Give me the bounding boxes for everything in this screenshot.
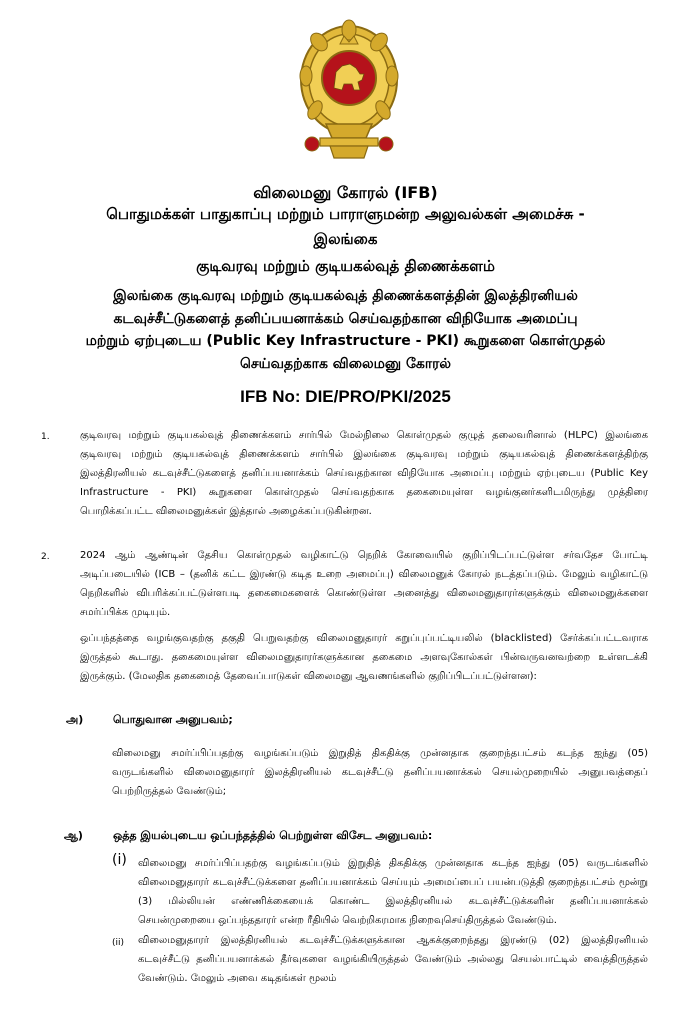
sri-lanka-state-emblem-icon — [290, 14, 408, 164]
subject-line-1: இலங்கை குடிவரவு மற்றும் குடியகல்வுத் திணைக்களத்தின் இலத்திரனியல் — [113, 288, 578, 304]
paragraph-1: குடிவரவு மற்றும் குடியகல்வுத் திணைக்களம் சார்பில் மேல்நிலை கொள்முதல் குழுத் தலைவரினால் (HLPC) இலங்கை குடிவரவு மற்றும் குடியகல்வுத் திணைக்களம் சார்பில் இலங்கை குடிவரவு மற்றும் குடியகல்வுத் திணைக்களத்திற்கு இலத்திரனியல் கடவுச்சீட்டுகளைத் தனிப்பயனாக்கம் செய்வதற்கான விநியோக அமைப்பு மற்றும் ஏற்புடைய (Public Key Infrastructure - PKI) கூறுகளை கொள்முதல் செய்வதற்காக தகைமையுள்ள வழங்குனர்களிடமிருந்து முத்திரை பொறிக்கப்பட்ட விலைமனுக்கள் இத்தால் அழைக்கப்படுகின்றன. — [80, 430, 648, 517]
subject-line-2: கடவுச்சீட்டுகளைத் தனிப்பயனாக்கம் செய்வதற்கான விநியோக அமைப்பு — [113, 311, 578, 327]
ifb-number: IFB No: DIE/PRO/PKI/2025 — [240, 387, 451, 406]
section-b-item-1-label: (i) — [112, 852, 127, 868]
section-b-item-1-text: விலைமனு சமர்ப்பிப்பதற்கு வழங்கப்படும் இறுதித் திகதிக்கு முன்னதாக கடந்த ஐந்து (05) வருடங்களில் விலைமனுதாரர் கடவுச்சீட்டுக்களை தனிப்பயனாக்கம் செய்யும் அமைப்பைப் பயன்படுத்தி குறைந்தபட்சம் மூன்று (3) மில்லியன் எண்ணிக்கையைக் கொண்ட இலத்திரனியல் கடவுச்சீட்டுக்களின் தனிப்பயனாக்கல் செயன்முறையை ஒப்பந்ததாரர் என்ற ரீதியில் வெற்றிகரமாக நிறைவுசெய்திருத்தல் வேண்டும். — [138, 858, 648, 926]
ministry-line-2: இலங்கை — [313, 230, 378, 248]
ministry-line-1: பொதுமக்கள் பாதுகாப்பு மற்றும் பாராளுமன்ற அலுவல்கள் அமைச்சு - — [106, 205, 585, 223]
document-title: விலைமனு கோரல் (IFB) — [253, 183, 438, 202]
department-name: குடிவரவு மற்றும் குடியகல்வுத் திணைக்களம் — [196, 257, 495, 275]
section-a-text: விலைமனு சமர்ப்பிப்பதற்கு வழங்கப்படும் இறுதித் திகதிக்கு முன்னதாக குறைந்தபட்சம் கடந்த ஐந்து (05) வருடங்களில் விலைமனுதாரர் இலத்திரனியல் கடவுச்சீட்டு தனிப்பயனாக்கல் செயல்முறையில் அனுபவத்தைப் பெற்றிருத்தல் வேண்டும்; — [112, 748, 648, 797]
section-b-label: ஆ) — [64, 829, 83, 842]
paragraph-number: 2. — [41, 552, 50, 562]
section-b-item-2-text: விலைமனுதாரர் இலத்திரனியல் கடவுச்சீட்டுக்களுக்கான ஆகக்குறைந்தது இரண்டு (02) இலத்திரனியல் கடவுச்சீட்டு தனிப்பயனாக்கல் தீர்வுகளை வழங்கியிருத்தல் வேண்டும் அல்லது செயல்பாட்டில் வைத்திருத்தல் வேண்டும். மேலும் அவை கடிதங்கள் மூலம் — [138, 935, 648, 984]
paragraph-number: 1. — [41, 432, 50, 442]
section-b-item-2-label: (ii) — [112, 938, 125, 948]
subject-line-4: செய்வதற்காக விலைமனு கோரல் — [239, 356, 452, 372]
section-a-heading: பொதுவான அனுபவம்; — [113, 713, 233, 726]
section-a-label: அ) — [66, 713, 84, 726]
paragraph-3: ஒப்பந்தத்தை வழங்குவதற்கு தகுதி பெறுவதற்கு விலைமனுதாரர் கறுப்புப்பட்டியலில் (blacklisted) சேர்க்கப்பட்டவராக இருத்தல் கூடாது. தகைமையுள்ள விலைமனுதாரர்களுக்கான தகைமை அளவுகோல்கள் பின்வருவனவற்றை உள்ளடக்கி இருக்கும். (மேலதிக தகைமைத் தேவைப்பாடுகள் விலைமனு ஆவணங்களில் குறிப்பிடப்பட்டுள்ளன): — [80, 633, 648, 682]
paragraph-2: 2024 ஆம் ஆண்டின் தேசிய கொள்முதல் வழிகாட்டு நெறிக் கோவையில் குறிப்பிடப்பட்டுள்ள சர்வதேச போட்டி அடிப்படையில் (ICB – (தனிக் கட்ட இரண்டு கடித உறை அமைப்பு) விலைமனுக் கோரல் நடத்தப்படும். மேலும் வழிகாட்டு நெறிகளில் விபரிக்கப்பட்டுள்ளபடி தகைமைகளைக் கொண்டுள்ள அனைத்து விலைமனுதாரர்களுக்கும் விலைமனுக்களை சமர்ப்பிக்க முடியும். — [80, 550, 648, 618]
section-b-heading: ஒத்த இயல்புடைய ஒப்பந்தத்தில் பெற்றுள்ள விசேட அனுபவம்: — [113, 829, 433, 842]
subject-line-3: மற்றும் ஏற்புடைய (Public Key Infrastructure - PKI) கூறுகளை கொள்முதல் — [85, 333, 606, 349]
